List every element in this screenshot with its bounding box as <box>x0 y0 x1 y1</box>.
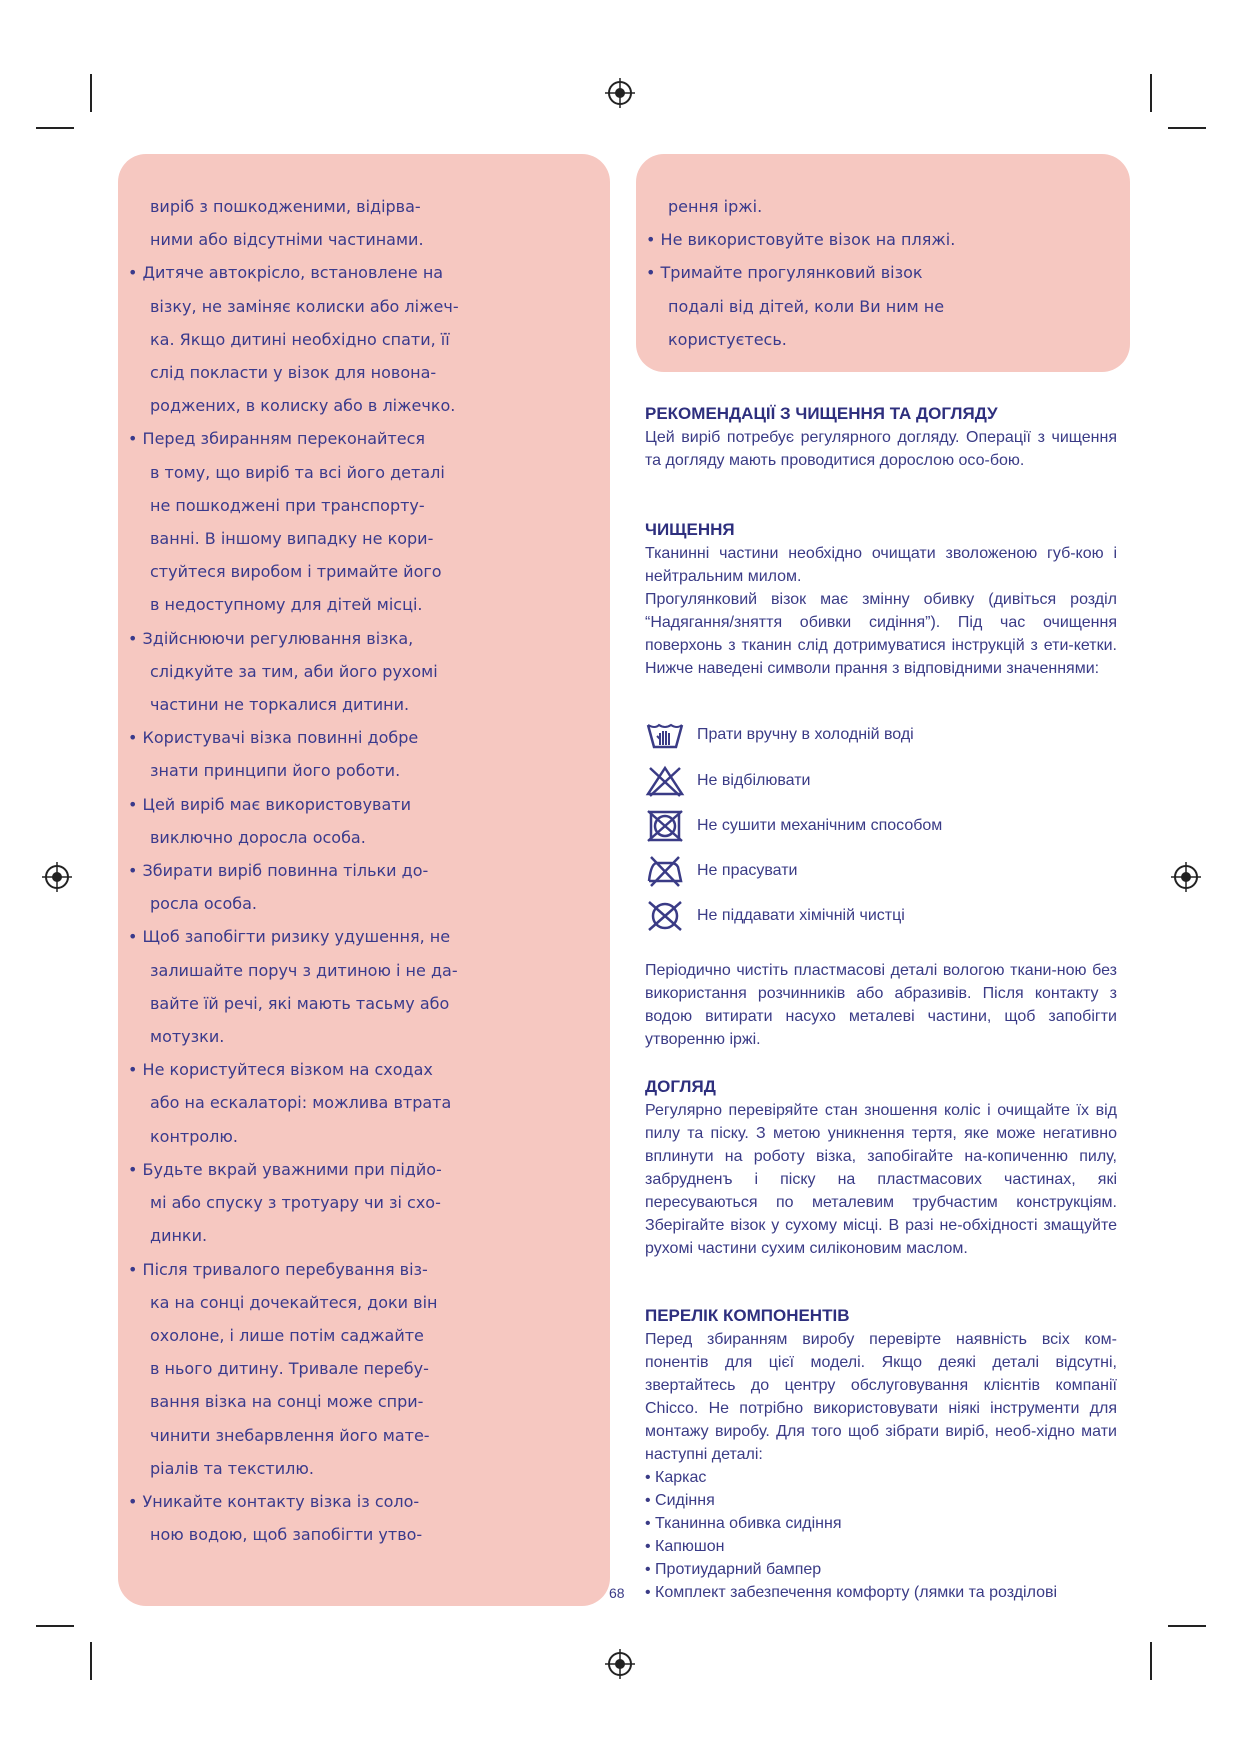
warnings-box-right <box>636 154 1130 372</box>
warning-text: Користувачі візка повинні добре <box>142 728 419 748</box>
crop-mark <box>1168 1625 1206 1627</box>
warning-line <box>646 256 1130 289</box>
warning-text: Перед збиранням переконайтеся <box>142 429 425 449</box>
warning-line <box>128 1253 610 1286</box>
bullet-icon: • <box>128 429 143 449</box>
crop-mark <box>90 1642 92 1680</box>
registration-mark-icon <box>1171 862 1201 892</box>
bullet-icon: • <box>128 794 143 814</box>
crop-mark <box>90 74 92 112</box>
warning-line: знати принципи його роботи. <box>150 761 401 781</box>
warning-text: Щоб запобігти ризику удушення, не <box>142 927 451 947</box>
crop-mark <box>1168 127 1206 129</box>
crop-mark <box>1150 74 1152 112</box>
registration-mark-icon <box>605 1649 635 1679</box>
component-item: • Сидіння <box>645 1492 715 1509</box>
no-tumble-dry-icon <box>645 810 685 842</box>
warning-line <box>128 622 610 655</box>
bullet-icon: • <box>128 1060 143 1080</box>
page-number: 68 <box>609 1585 625 1601</box>
warning-text: Збирати виріб повинна тільки до- <box>142 861 429 881</box>
wash-symbol-row <box>645 899 905 933</box>
warning-line: користуєтесь. <box>668 329 787 349</box>
warning-line: в недоступному для дітей місці. <box>150 595 423 615</box>
component-item: • Тканинна обивка сидіння <box>645 1515 842 1532</box>
bullet-icon: • <box>128 628 143 648</box>
bullet-icon: • <box>128 927 143 947</box>
component-item: • Протиударний бампер <box>645 1561 822 1578</box>
warning-text: Будьте вкрай уважними при підйо- <box>142 1159 442 1179</box>
no-iron-icon <box>645 855 685 887</box>
warning-line: вання візка на сонці може спри- <box>150 1392 424 1412</box>
bullet-icon: • <box>128 1159 143 1179</box>
warning-line: чинити знебарвлення його мате- <box>150 1425 430 1445</box>
warning-line: залишайте поруч з дитиною і не да- <box>150 960 458 980</box>
warning-line: ка на сонці дочекайтеся, доки він <box>150 1292 438 1312</box>
warning-text: Здійснюючи регулювання візка, <box>142 628 414 648</box>
no-dry-clean-icon <box>645 900 685 932</box>
warning-text: Після тривалого перебування віз- <box>142 1259 428 1279</box>
bullet-icon: • <box>128 728 143 748</box>
warning-line: динки. <box>150 1226 208 1246</box>
warning-line: ка. Якщо дитині необхідно спати, її <box>150 329 450 349</box>
care-title: РЕКОМЕНДАЦІЇ З ЧИЩЕННЯ ТА ДОГЛЯДУ <box>645 404 998 423</box>
hand-wash-icon <box>645 719 685 751</box>
warning-text: Не використовуйте візок на пляжі. <box>660 230 956 250</box>
cleaning-paragraph-3: Періодично чистіть пластмасові деталі вологою ткани-ною без використання розчинників або абразивів. Після контакту з водою витирати насухо металеві частини, щоб запобігти утворенню іржі. <box>645 962 1117 1048</box>
wash-symbol-label: Не сушити механічним способом <box>697 817 943 834</box>
warning-line <box>128 422 610 455</box>
warning-line: в тому, що виріб та всі його деталі <box>150 462 445 482</box>
cleaning-paragraph-2: Прогулянковий візок має змінну обивку (дивіться розділ “Надягання/зняття обивки сидіння”). Під час очищення поверхонь з тканин слід дотримуватися інструкцій з ети-кетки. Нижче наведені символи прання з відповідними значеннями: <box>645 591 1117 677</box>
warning-text: Не користуйтеся візком на сходах <box>142 1060 433 1080</box>
warning-line <box>128 721 610 754</box>
bullet-icon: • <box>128 861 143 881</box>
crop-mark <box>1150 1642 1152 1680</box>
components-list <box>645 1466 1117 1604</box>
wash-symbol-row <box>645 809 942 843</box>
warning-line: в нього дитину. Тривале перебу- <box>150 1359 429 1379</box>
bullet-icon: • <box>646 230 661 250</box>
crop-mark <box>36 127 74 129</box>
warning-line <box>128 256 610 289</box>
bullet-icon: • <box>128 1259 143 1279</box>
wash-symbol-row <box>645 718 914 752</box>
cleaning-title: ЧИЩЕННЯ <box>645 520 735 539</box>
warning-line <box>128 920 610 953</box>
warning-line <box>128 1485 610 1518</box>
warning-text: Цей виріб має використовувати <box>142 794 411 814</box>
warning-line <box>128 1153 610 1186</box>
component-item: • Каркас <box>645 1469 707 1486</box>
warning-line: або на ескалаторі: можлива втрата <box>150 1093 452 1113</box>
warning-text: Тримайте прогулянковий візок <box>660 263 923 283</box>
bullet-icon: • <box>128 263 143 283</box>
warning-line: ними або відсутніми частинами. <box>150 230 424 250</box>
wash-symbol-label: Не прасувати <box>697 862 798 879</box>
components-title: ПЕРЕЛІК КОМПОНЕНТІВ <box>645 1306 850 1325</box>
wash-symbol-row <box>645 764 810 798</box>
crop-mark <box>36 1625 74 1627</box>
warning-line <box>646 223 1130 256</box>
registration-mark-icon <box>42 862 72 892</box>
warning-line: росла особа. <box>150 894 257 914</box>
warning-line: виключно доросла особа. <box>150 827 366 847</box>
warning-line: мотузки. <box>150 1027 225 1047</box>
warning-line: слід покласти у візок для новона- <box>150 363 437 383</box>
wash-symbol-row <box>645 854 798 888</box>
bullet-icon: • <box>128 1491 143 1511</box>
warning-line: рення іржі. <box>668 197 763 216</box>
warnings-box-left <box>118 154 610 1606</box>
warning-line: слідкуйте за тим, аби його рухомі <box>150 661 438 681</box>
warning-line: мі або спуску з тротуару чи зі схо- <box>150 1193 441 1213</box>
no-bleach-icon <box>645 765 685 797</box>
warning-line: ванні. В іншому випадку не кори- <box>150 529 434 549</box>
warning-line: ною водою, щоб запобігти утво- <box>150 1525 423 1545</box>
warning-line: вайте їй речі, які мають тасьму або <box>150 993 450 1013</box>
wash-symbol-label: Прати вручну в холодній воді <box>697 726 914 743</box>
wash-symbol-label: Не відбілювати <box>697 772 811 789</box>
warning-line <box>128 1053 610 1086</box>
maintenance-text: Регулярно перевіряйте стан зношення коліс і очищайте їх від пилу та піску. З метою уникнення тертя, яке може негативно вплинути на роботу візка, запобігайте на-копиченню пилу, забрудненъ і піску на пластмасових частинах, які пересуваються по металевим трубчастим конструкціям. Зберігайте візок у сухому місці. В разі не-обхідності змащуйте рухомі частини сухим силіконовим маслом. <box>645 1102 1117 1257</box>
warning-line: ріалів та текстилю. <box>150 1458 314 1478</box>
bullet-icon: • <box>646 263 661 283</box>
warning-line: виріб з пошкодженими, відірва- <box>150 197 421 216</box>
warning-line <box>128 788 610 821</box>
warning-line: охолоне, і лише потім саджайте <box>150 1325 424 1345</box>
warning-line: частини не торкалися дитини. <box>150 695 410 715</box>
warning-line: подалі від дітей, коли Ви ним не <box>668 296 945 316</box>
registration-mark-icon <box>605 78 635 108</box>
care-text: Цей виріб потребує регулярного догляду. Операції з чищення та догляду мають проводитися дорослою осо-бою. <box>645 429 1117 469</box>
wash-symbol-label: Не піддавати хімічній чистці <box>697 907 905 924</box>
warning-line <box>128 854 610 887</box>
warning-line: контролю. <box>150 1126 238 1146</box>
cleaning-paragraph-1: Тканинні частини необхідно очищати зволоженою губ-кою і нейтральним милом. <box>645 545 1117 585</box>
warning-line: роджених, в колиску або в ліжечко. <box>150 396 456 416</box>
warning-line: стуйтеся виробом і тримайте його <box>150 562 442 582</box>
warning-line: візку, не заміняє колиски або ліжеч- <box>150 296 459 316</box>
warning-text: Уникайте контакту візка із соло- <box>142 1491 420 1511</box>
component-item: • Капюшон <box>645 1538 725 1555</box>
warning-line: не пошкоджені при транспорту- <box>150 495 425 515</box>
component-item: • Комплект забезпечення комфорту (лямки та розділові <box>645 1584 1058 1601</box>
warning-text: Дитяче автокрісло, встановлене на <box>142 263 444 283</box>
components-text: Перед збиранням виробу перевірте наявність всіх ком-понентів для цієї моделі. Якщо деякі деталі відсутні, звертайтесь до центру обслуговування клієнтів компанії Chicco. Не потрібно використовувати ніякі інструменти для монтажу виробу. Для того щоб зібрати виріб, необ-хідно мати наступні деталі: <box>645 1331 1117 1463</box>
maintenance-title: ДОГЛЯД <box>645 1077 716 1096</box>
